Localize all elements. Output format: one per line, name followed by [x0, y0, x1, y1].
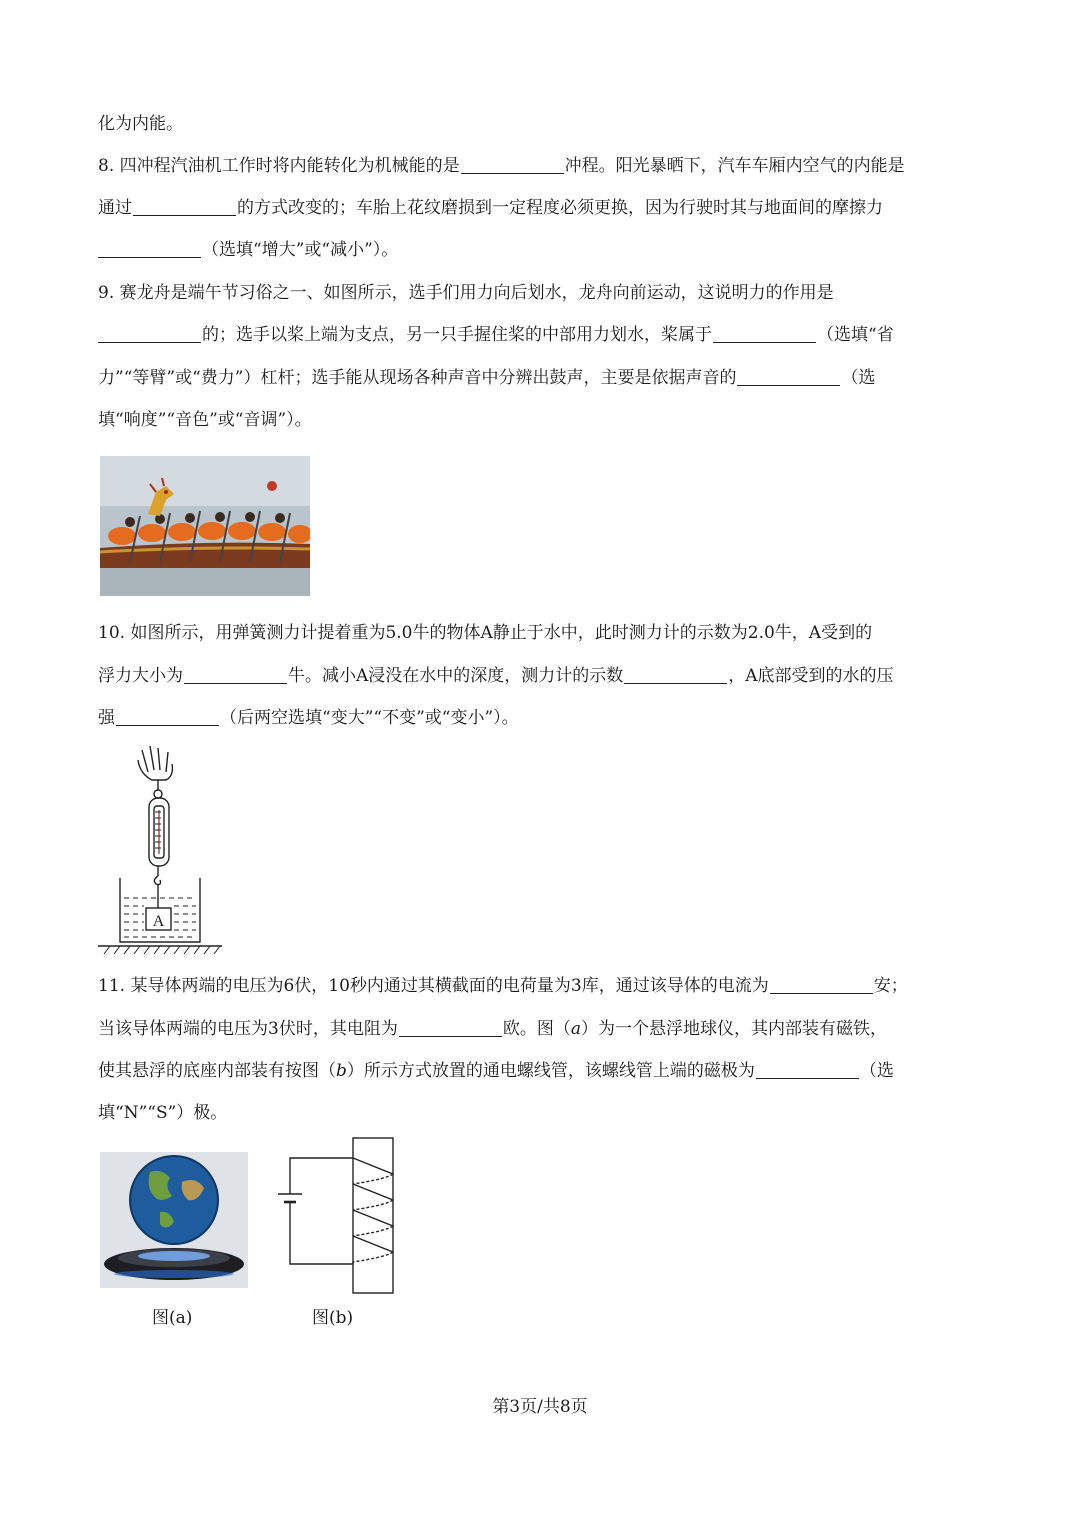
block-a-label: A — [152, 913, 165, 930]
question-9-line-1: 9. 赛龙舟是端午节习俗之一、如图所示，选手们用力向后划水，龙舟向前运动，这说明力的作用是 — [98, 283, 834, 303]
dragon-boat-photo — [100, 456, 310, 596]
question-8-line-2: 通过 的方式改变的；车胎上花纹磨损到一定程度必须更换，因为行驶时其与地面间的摩擦力 — [98, 198, 883, 218]
question-8-line-1: 8. 四冲程汽油机工作时将内能转化为机械能的是 冲程。阳光暴晒下，汽车车厢内空气的内能是 — [98, 156, 905, 176]
question-9-line-3: 力”“等臂”或“费力”）杠杆；选手能从现场各种声音中分辨出鼓声，主要是依据声音的 （选 — [98, 368, 876, 388]
answer-blank[interactable] — [713, 324, 816, 343]
answer-blank[interactable] — [116, 707, 219, 726]
question-10-line-2: 浮力大小为 牛。减小A浸没在水中的深度，测力计的示数 ，A底部受到的水的压 — [98, 666, 894, 686]
question-11-line-4: 填“N”“S”）极。 — [98, 1103, 228, 1123]
answer-blank[interactable] — [624, 665, 727, 684]
answer-blank[interactable] — [770, 975, 873, 994]
answer-blank[interactable] — [737, 367, 840, 386]
answer-blank[interactable] — [98, 239, 201, 258]
question-10-line-1: 10. 如图所示，用弹簧测力计提着重为5.0牛的物体A静止于水中，此时测力计的示数为2.0牛，A受到的 — [98, 623, 873, 643]
question-10-line-3: 强 （后两空选填“变大”“不变”或“变小”）。 — [98, 708, 519, 728]
figure-b-caption: 图(b) — [312, 1308, 354, 1328]
answer-blank[interactable] — [98, 324, 201, 343]
question-11-line-3: 使其悬浮的底座内部装有按图（b）所示方式放置的通电螺线管，该螺线管上端的磁极为 （选 — [98, 1061, 894, 1081]
question-11-line-1: 11. 某导体两端的电压为6伏，10秒内通过其横截面的电荷量为3库，通过该导体的电流为 安； — [98, 976, 908, 996]
spring-scale-diagram — [98, 746, 228, 958]
floating-globe-photo — [100, 1152, 248, 1288]
figure-a-caption: 图(a) — [152, 1308, 193, 1328]
answer-blank[interactable] — [133, 197, 236, 216]
text-line: 化为内能。 — [98, 114, 183, 134]
page-number: 第3页/共8页 — [492, 1397, 588, 1417]
question-8-line-3: （选填“增大”或“减小”）。 — [98, 238, 988, 262]
answer-blank[interactable] — [756, 1060, 859, 1079]
question-11-line-2: 当该导体两端的电压为3伏时，其电阻为 欧。图（a）为一个悬浮地球仪，其内部装有磁铁， — [98, 1019, 887, 1039]
solenoid-circuit-diagram — [274, 1136, 398, 1296]
question-9-line-4: 填“响度”“音色”或“音调”）。 — [98, 410, 312, 430]
answer-blank[interactable] — [399, 1018, 502, 1037]
answer-blank[interactable] — [184, 665, 287, 684]
answer-blank[interactable] — [461, 155, 564, 174]
question-9-line-2: 的；选手以桨上端为支点，另一只手握住桨的中部用力划水，桨属于 （选填“省 — [98, 323, 988, 347]
